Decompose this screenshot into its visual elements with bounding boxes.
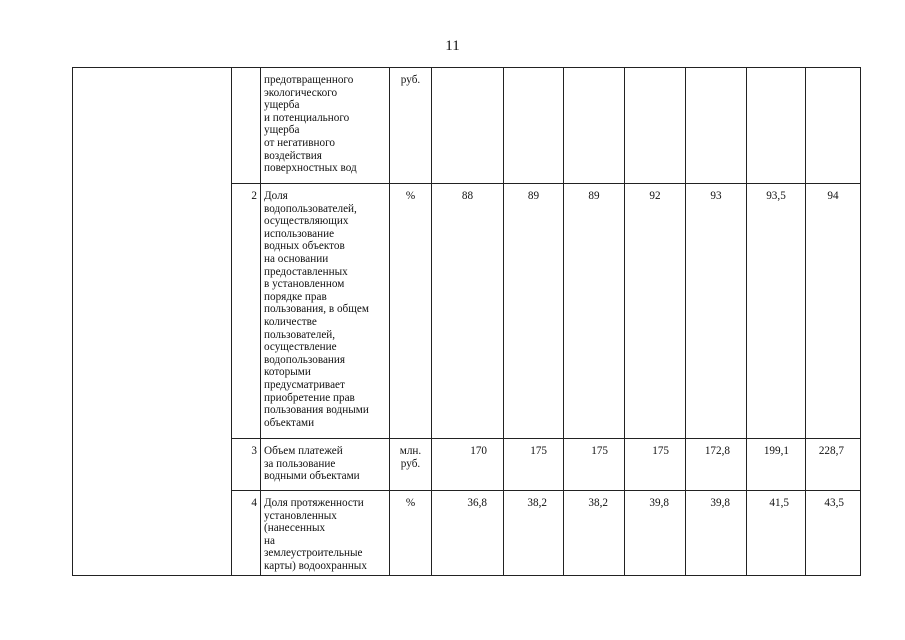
indicator-line: экологического xyxy=(264,86,338,99)
indicator-line: пользования водными xyxy=(264,404,369,417)
indicator-line: в установленном xyxy=(264,278,345,291)
value-cell: 172,8 xyxy=(686,439,747,491)
indicators-table xyxy=(72,67,861,576)
value-cell: 170 xyxy=(432,439,504,491)
indicator-line: и потенциального xyxy=(264,111,350,124)
value-cell: 228,7 xyxy=(806,439,861,491)
indicator-line: на основании xyxy=(264,252,329,265)
indicator-line: ущерба xyxy=(264,124,300,137)
unit-cell xyxy=(390,68,432,184)
value-cell: 175 xyxy=(625,439,686,491)
unit-cell xyxy=(390,491,432,576)
value-cell xyxy=(432,68,504,184)
value-cell: 93 xyxy=(686,184,747,439)
indicator-line: использование xyxy=(264,227,335,240)
indicator-line: Доля xyxy=(264,190,288,202)
indicator-line: водных объектов xyxy=(264,240,345,253)
value-cell: 89 xyxy=(564,184,625,439)
indicator-line: осуществляющих xyxy=(264,215,349,228)
indicator-line: поверхностных вод xyxy=(264,162,357,175)
indicator-line: установленных xyxy=(264,509,337,522)
indicator-line: пользователей, xyxy=(264,328,336,341)
value-cell: 175 xyxy=(564,439,625,491)
value-cell: 94 xyxy=(806,184,861,439)
indicator-line: водопользователей, xyxy=(264,202,357,215)
table-row xyxy=(73,68,861,184)
indicator-line: порядке прав xyxy=(264,290,327,303)
indicator-line: предусматривает xyxy=(264,378,345,391)
value-cell: 43,5 xyxy=(806,491,861,576)
unit-line: % xyxy=(405,190,416,202)
indicator-line: ущерба xyxy=(264,99,300,112)
indicator-line: объектами xyxy=(264,416,315,429)
unit-line: руб. xyxy=(400,74,421,86)
indicator-line: карты) водоохранных xyxy=(264,559,367,572)
value-cell: 39,8 xyxy=(625,491,686,576)
indicator-line: количестве xyxy=(264,315,317,328)
blank-cell xyxy=(73,68,232,576)
indicator-cell xyxy=(261,491,390,576)
indicator-line: предоставленных xyxy=(264,265,348,278)
row-number-cell: 3 xyxy=(232,439,261,491)
indicator-cell xyxy=(261,68,390,184)
value-cell: 38,2 xyxy=(564,491,625,576)
table-body xyxy=(73,68,861,576)
value-cell: 93,5 xyxy=(747,184,806,439)
indicator-line: предотвращенного xyxy=(264,74,354,86)
indicator-line: от негативного xyxy=(264,136,335,149)
indicator-line: (нанесенных xyxy=(264,522,326,535)
indicator-line: водными объектами xyxy=(264,470,360,483)
value-cell xyxy=(564,68,625,184)
value-cell xyxy=(504,68,564,184)
value-cell: 199,1 xyxy=(747,439,806,491)
indicator-line: землеустроительные xyxy=(264,547,363,560)
value-cell: 88 xyxy=(432,184,504,439)
value-cell: 89 xyxy=(504,184,564,439)
unit-cell xyxy=(390,184,432,439)
value-cell xyxy=(625,68,686,184)
value-cell: 92 xyxy=(625,184,686,439)
indicator-line: за пользование xyxy=(264,457,336,470)
value-cell xyxy=(747,68,806,184)
indicator-cell xyxy=(261,184,390,439)
value-cell: 175 xyxy=(504,439,564,491)
row-number-cell: 2 xyxy=(232,184,261,439)
unit-line: руб. xyxy=(400,457,421,470)
indicator-line: приобретение прав xyxy=(264,391,355,404)
value-cell: 38,2 xyxy=(504,491,564,576)
indicator-line: на xyxy=(264,534,275,547)
indicator-cell xyxy=(261,439,390,491)
unit-cell xyxy=(390,439,432,491)
indicator-line: водопользования xyxy=(264,353,346,366)
indicator-line: воздействия xyxy=(264,149,322,162)
value-cell xyxy=(806,68,861,184)
value-cell: 36,8 xyxy=(432,491,504,576)
row-number-cell xyxy=(232,68,261,184)
value-cell: 41,5 xyxy=(747,491,806,576)
page-number: 11 xyxy=(445,38,460,54)
indicator-line: Объем платежей xyxy=(264,445,343,457)
indicator-line: которыми xyxy=(264,366,311,379)
value-cell: 39,8 xyxy=(686,491,747,576)
indicator-line: пользования, в общем xyxy=(264,303,369,316)
indicator-line: Доля протяженности xyxy=(264,497,364,509)
row-number-cell: 4 xyxy=(232,491,261,576)
indicator-line: осуществление xyxy=(264,341,337,354)
unit-line: млн. xyxy=(399,445,422,457)
unit-line: % xyxy=(405,497,416,509)
value-cell xyxy=(686,68,747,184)
